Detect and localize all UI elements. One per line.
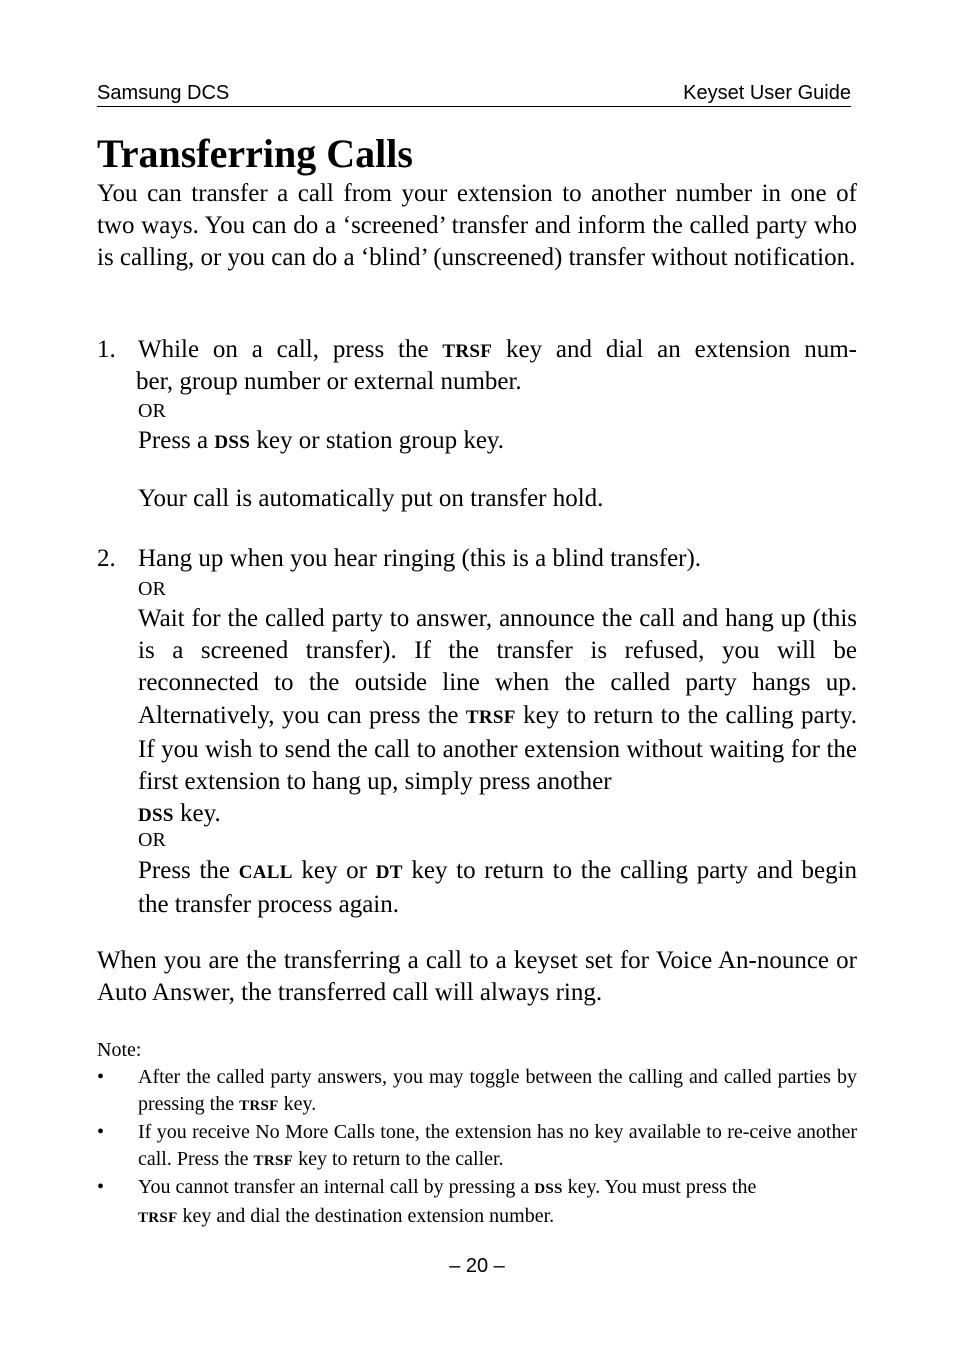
- header-product: Samsung DCS: [97, 82, 230, 104]
- key-trsf: TRSF: [442, 341, 493, 362]
- note-label: Note:: [97, 1039, 142, 1061]
- step-1-or: OR: [138, 400, 166, 422]
- intro-paragraph: You can transfer a call from your extension to another number in one of two ways. You can do a ‘screened’ transfer and inform the called party who is calling, or you can do a ‘blind’ (unscreened) transfer without notification.: [97, 180, 857, 272]
- step-1-alternative: [138, 425, 857, 459]
- step-1-line-2: ber, group number or external number.: [136, 368, 522, 395]
- step-1-alt-text-a: Press a: [138, 427, 209, 454]
- bullet-icon: •: [97, 1066, 105, 1088]
- note-item-2-text-b: key to return to the caller.: [298, 1148, 504, 1171]
- step-2-press-text-a: Press the: [138, 857, 231, 884]
- step-2-wait-text-c: key.: [180, 800, 221, 828]
- note-item-3-text-b: key. You must press the: [567, 1176, 757, 1198]
- key-trsf: TRSF: [138, 1210, 178, 1227]
- note-item-3: [138, 1174, 857, 1233]
- step-2-wait-text-a: Wait for the called party to answer, announce the call and hang up (this is a screened transfer). If the transfer is refused, you will be reconnected to the outside line when the called party hangs up. Alternatively, you can press the: [138, 605, 857, 729]
- note-item-2: [138, 1119, 857, 1176]
- key-call: CALL: [238, 862, 293, 883]
- step-2-press-text-b: key or: [301, 857, 367, 884]
- step-1-text-a: While on a call, press the: [138, 336, 429, 363]
- step-1-alt-text-b: key or station group key.: [256, 427, 505, 454]
- step-2-wait-paragraph: [138, 603, 857, 832]
- step-1-number: 1.: [97, 336, 116, 363]
- note-item-1-text-a: After the called party answers, you may toggle between the calling and called parties by pressing the: [138, 1066, 857, 1116]
- key-dt: DT: [375, 862, 403, 883]
- note-item-3-text-a: You cannot transfer an internal call by pressing a: [138, 1176, 530, 1198]
- note-item-3-text-c: key and dial the destination extension number.: [182, 1205, 555, 1228]
- bullet-icon: •: [97, 1121, 105, 1143]
- key-trsf: TRSF: [465, 706, 516, 728]
- page-number: – 20 –: [449, 1255, 505, 1277]
- header-guide-title: Keyset User Guide: [683, 82, 851, 104]
- voice-announce-paragraph: When you are the transferring a call to a keyset set for Voice An-nounce or Auto Answer, the transferred call will always ring.: [97, 947, 857, 1007]
- step-2-press-text-c: key to return to the calling party and begin the transfer process again.: [138, 857, 858, 919]
- key-trsf: TRSF: [239, 1098, 279, 1115]
- step-1-text-b: key and dial an extension num-: [506, 336, 858, 363]
- key-dss: DSS: [138, 805, 174, 827]
- note-item-2-text-a: If you receive No More Calls tone, the extension has no key available to re-ceive another call. Press the: [138, 1121, 857, 1171]
- note-item-1-text-b: key.: [283, 1093, 317, 1116]
- step-2-number: 2.: [97, 545, 116, 572]
- page-header: [97, 82, 851, 107]
- step-1-hold-note: Your call is automatically put on transfer hold.: [138, 485, 604, 512]
- key-dss: DSS: [534, 1181, 563, 1197]
- step-2-press-paragraph: [138, 855, 857, 921]
- key-trsf: TRSF: [253, 1153, 294, 1170]
- step-2-text: Hang up when you hear ringing (this is a blind transfer).: [138, 545, 702, 572]
- page-title: Transferring Calls: [97, 131, 413, 176]
- step-1-line-1: [138, 334, 857, 368]
- step-2-or-1: OR: [138, 578, 166, 600]
- note-item-1: [138, 1064, 857, 1121]
- bullet-icon: •: [97, 1176, 105, 1198]
- step-2-or-2: OR: [138, 829, 166, 851]
- step-2-wait-text-b: key to return to the calling party. If you wish to send the call to another extension without waiting for the first extension to hang up, simply press another: [138, 701, 858, 796]
- key-dss: DSS: [214, 432, 251, 453]
